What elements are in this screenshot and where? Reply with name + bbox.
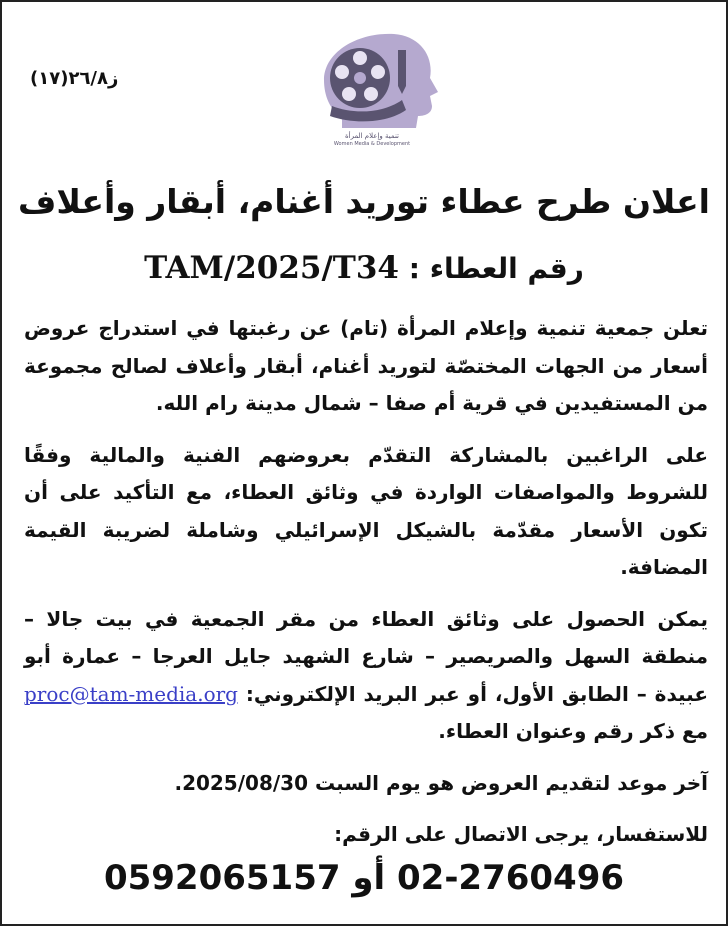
documents-text-end: مع ذكر رقم وعنوان العطاء. — [438, 719, 708, 743]
email-link[interactable]: proc@tam-media.org — [24, 681, 238, 706]
pen-nib-icon — [398, 50, 406, 94]
paragraph-conditions: على الراغبين بالمشاركة التقدّم بعروضهم الفنية والمالية وفقًا للشروط والمواصفات الواردة في وثائق العطاء، مع التأكيد على أن تكون الأسعار مقدّمة بالشيكل الإسرائيلي وشاملة لضريبة القيمة المضافة. — [24, 442, 708, 579]
ad-title: اعلان طرح عطاء توريد أغنام، أبقار وأعلاف — [18, 182, 710, 221]
phone-numbers: 02-2760496 أو 0592065157 — [103, 858, 625, 898]
logo-text-english: Women Media & Development — [333, 141, 411, 146]
paragraph-announcement: تعلن جمعية تنمية وإعلام المرأة (تام) عن رغبتها في استدراج عروض أسعار من الجهات المختصّة لتوريد أغنام، أبقار وأعلاف لصالح مجموعة من المستفيدين في قرية أم صفا – شمال مدينة رام الله. — [24, 316, 708, 415]
tender-label: رقم العطاء : — [408, 252, 584, 285]
documents-text: يمكن الحصول على وثائق العطاء من مقر الجمعية في بيت جالا – منطقة السهل والصريصير – شارع الشهيد جايل العرجا – عمارة أبو عبيدة – الطابق الأول، أو عبر البريد الإلكتروني: — [24, 606, 708, 706]
inquiry-text: للاستفسار، يرجى الاتصال على الرقم: — [334, 822, 708, 846]
reference-number: ز٢٦/٨(١٧) — [30, 68, 119, 89]
ad-body — [24, 310, 708, 868]
tender-code: TAM/2025/T34 — [144, 250, 399, 286]
tam-logo — [302, 26, 442, 146]
paragraph-documents — [24, 601, 708, 751]
logo-text-arabic: تنمية وإعلام المرأة — [344, 132, 400, 140]
tender-number-line — [2, 250, 726, 286]
deadline-text: آخر موعد لتقديم العروض هو يوم السبت 2025/08/30. — [174, 770, 708, 795]
